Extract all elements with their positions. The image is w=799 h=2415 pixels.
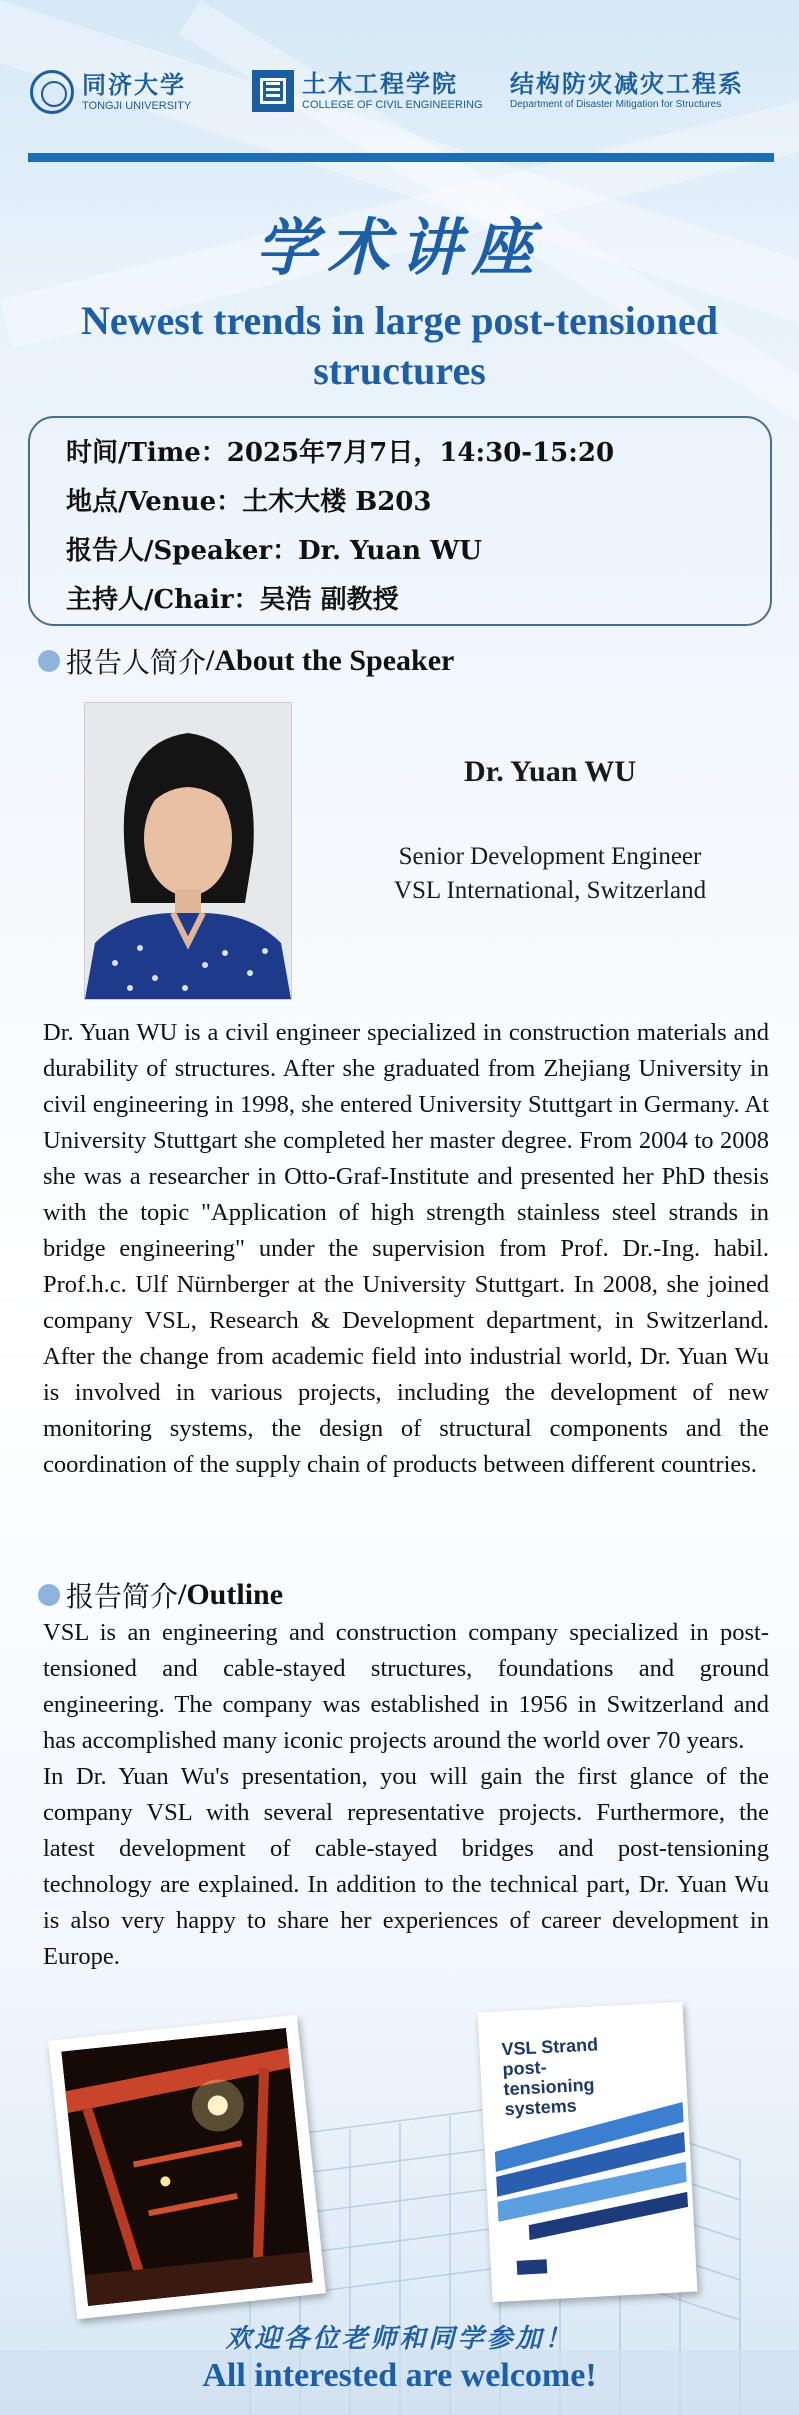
speaker-bio-text: Dr. Yuan WU is a civil engineer specialized in construction materials and durability of structures. After she graduated from Zhejiang University in civil engineering in 1998, she entered University Stuttgart in Germany. At University Stuttgart she completed her master degree. From 2004 to 2008 she was a researcher in Otto-Graf-Institute and presented her PhD thesis with the topic "Application of high strength stainless steel strands in bridge engineering" under the supervision from Prof. Dr.-Ing. habil. Prof.h.c. Ulf Nürnberger at the University Stuttgart. In 2008, she joined company VSL, Research & Development department, in Switzerland. After the change from academic field into industrial world, Dr. Yuan Wu is involved in various projects, including the development of new monitoring systems, the design of structural components and the coordination of the supply chain of products between different countries. — [43, 1019, 769, 1478]
department-name-cn: 结构防灾减灾工程系 — [510, 69, 744, 98]
outline-paragraph-2: In Dr. Yuan Wu's presentation, you will gain the first glance of the company VSL with several representative projects. Furthermore, the latest development of cable-stayed bridges and post-tensioning technology are explained. In addition to the technical part, Dr. Yuan Wu is also very happy to share her experiences of career development in Europe. — [43, 1763, 769, 1970]
title-en: Newest trends in large post-tensioned structures — [80, 298, 718, 393]
bullet-icon — [38, 650, 60, 672]
speaker-position: Senior Development Engineer — [398, 843, 702, 870]
about-heading-en: /About the Speaker — [206, 644, 455, 677]
info-chair: 主持人/Chair：吴浩 副教授 — [66, 585, 399, 615]
college-name-cn: 土木工程学院 — [302, 69, 458, 98]
info-speaker: 报告人/Speaker：Dr. Yuan WU — [66, 536, 482, 566]
college-name-en: COLLEGE OF CIVIL ENGINEERING — [302, 99, 483, 111]
vsl-brochure — [478, 2002, 698, 2302]
vsl-logo-icon — [517, 2259, 548, 2275]
lecture-info-box — [28, 416, 772, 626]
outline-heading-cn: 报告简介 — [66, 1580, 179, 1613]
about-heading — [38, 641, 454, 681]
header-logos — [30, 70, 770, 140]
welcome-en: All interested are welcome! — [202, 2357, 597, 2394]
outline-heading — [38, 1575, 283, 1615]
header-divider — [28, 153, 774, 162]
tongji-name-en: TONGJI UNIVERSITY — [82, 100, 192, 112]
speaker-photo — [84, 702, 292, 1000]
outline-heading-en: /Outline — [178, 1578, 284, 1611]
department-name-en: Department of Disaster Mitigation for Structures — [510, 99, 722, 110]
speaker-name: Dr. Yuan WU — [463, 755, 637, 788]
college-emblem-icon — [252, 70, 294, 112]
welcome-cn: 欢迎各位老师和同学参加！ — [225, 2324, 574, 2354]
about-heading-cn: 报告人简介 — [66, 646, 207, 679]
project-photo — [48, 2015, 326, 2320]
speaker-company: VSL International, Switzerland — [393, 877, 707, 904]
outline-paragraph-1: VSL is an engineering and construction company specialized in post-tensioned and cable-stayed structures, foundations and ground engineering. The company was established in 1956 in Switzerland and has accomplished many iconic projects around the world over 70 years. — [43, 1619, 769, 1754]
bullet-icon — [38, 1584, 60, 1606]
brochure-graphic — [482, 2082, 696, 2272]
title-cn: 学术讲座 — [255, 211, 544, 284]
college-logo — [252, 70, 483, 112]
speaker-bio — [43, 1015, 769, 1483]
tongji-name-cn: 同济大学 — [82, 70, 186, 99]
brochure-title: VSL Strand post-tensioning systems — [500, 2034, 599, 2120]
info-venue: 地点/Venue：土木大楼 B203 — [66, 487, 432, 517]
info-time: 时间/Time：2025年7月7日，14:30-15:20 — [66, 438, 615, 468]
outline-text — [43, 1615, 769, 1975]
speaker-role — [360, 840, 740, 908]
tongji-seal-icon — [30, 70, 74, 114]
department-logo — [510, 70, 744, 112]
tongji-logo — [30, 70, 191, 114]
